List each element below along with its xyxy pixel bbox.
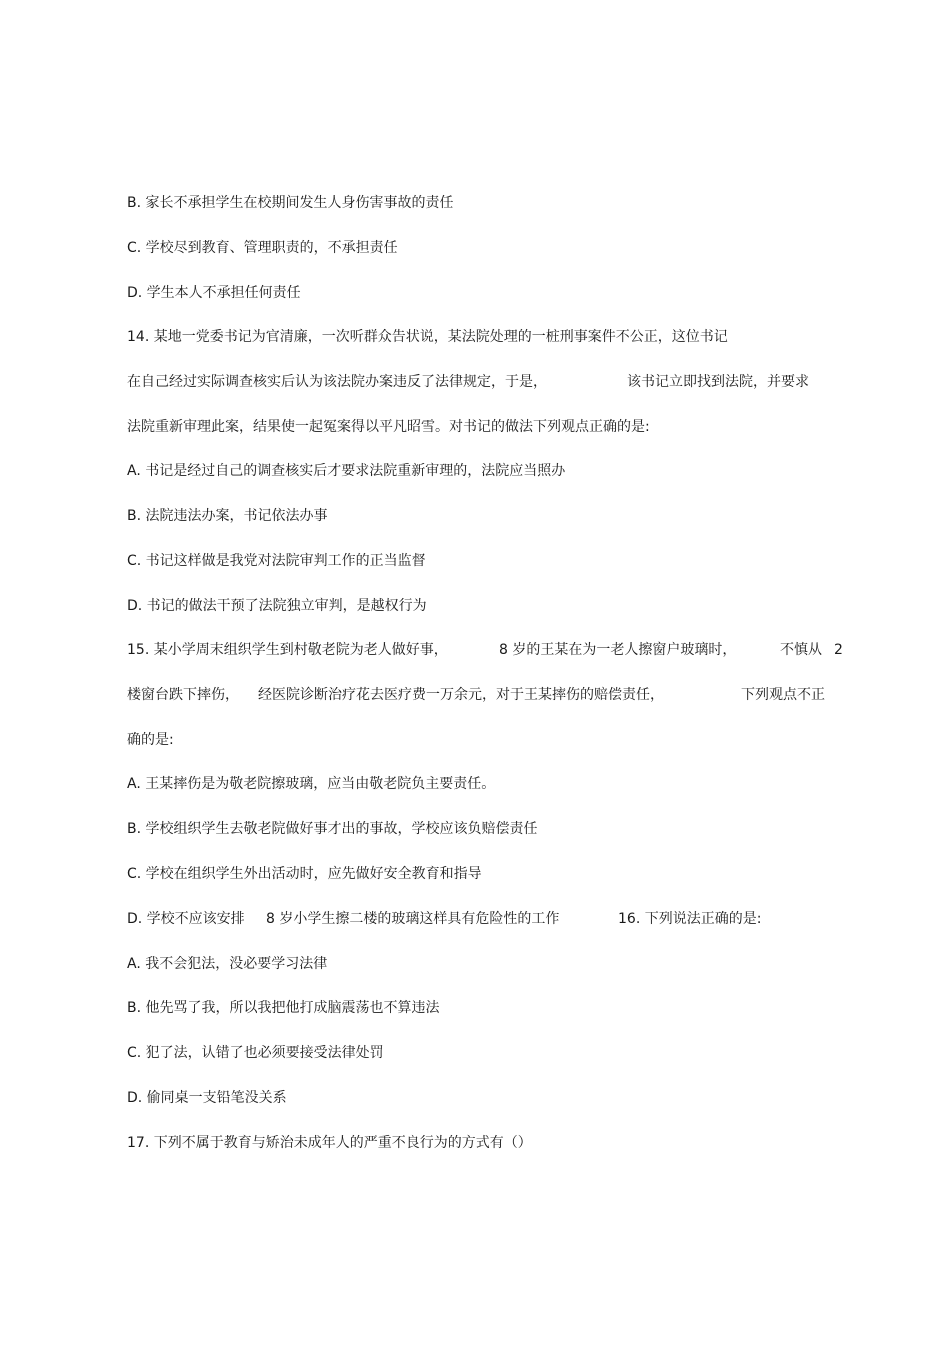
q15-stem-line3: 确的是: bbox=[127, 732, 174, 748]
q14-stem-line2-part2: 该书记立即找到法院，并要求 bbox=[627, 374, 809, 390]
q13-option-b: B. 家长不承担学生在校期间发生人身伤害事故的责任 bbox=[127, 195, 454, 211]
q14-stem-line2-part1: 在自己经过实际调查核实后认为该法院办案违反了法律规定，于是， bbox=[127, 374, 547, 390]
q15-stem-line2-part3: 下列观点不正 bbox=[741, 687, 825, 703]
q14-option-c: C. 书记这样做是我党对法院审判工作的正当监督 bbox=[127, 553, 426, 569]
q14-option-a: A. 书记是经过自己的调查核实后才要求法院重新审理的，法院应当照办 bbox=[127, 463, 566, 479]
q14-option-b: B. 法院违法办案，书记依法办事 bbox=[127, 508, 328, 524]
q15-stem-line1-part2: 8 岁的王某在为一老人擦窗户玻璃时， bbox=[499, 642, 737, 658]
q14-option-d: D. 书记的做法干预了法院独立审判，是越权行为 bbox=[127, 598, 427, 614]
q16-stem: 16. 下列说法正确的是: bbox=[618, 911, 762, 927]
q15-option-c: C. 学校在组织学生外出活动时，应先做好安全教育和指导 bbox=[127, 866, 482, 882]
q17-stem: 17. 下列不属于教育与矫治未成年人的严重不良行为的方式有（） bbox=[127, 1135, 532, 1151]
q13-option-c: C. 学校尽到教育、管理职责的，不承担责任 bbox=[127, 240, 398, 256]
q15-stem-line1-part1: 15. 某小学周末组织学生到村敬老院为老人做好事， bbox=[127, 642, 448, 658]
q15-stem-line2-part2: 经医院诊断治疗花去医疗费一万余元，对于王某摔伤的赔偿责任， bbox=[258, 687, 664, 703]
q16-option-b: B. 他先骂了我，所以我把他打成脑震荡也不算违法 bbox=[127, 1000, 440, 1016]
q16-option-c: C. 犯了法，认错了也必须要接受法律处罚 bbox=[127, 1045, 384, 1061]
q15-option-b: B. 学校组织学生去敬老院做好事才出的事故，学校应该负赔偿责任 bbox=[127, 821, 538, 837]
q15-stem-line1-part4: 2 bbox=[834, 642, 843, 658]
q13-option-d: D. 学生本人不承担任何责任 bbox=[127, 285, 301, 301]
q15-option-a: A. 王某摔伤是为敬老院擦玻璃，应当由敬老院负主要责任。 bbox=[127, 776, 496, 792]
q15-stem-line1-part3: 不慎从 bbox=[780, 642, 822, 658]
q16-option-d: D. 偷同桌一支铅笔没关系 bbox=[127, 1090, 287, 1106]
q14-stem-line3: 法院重新审理此案，结果使一起冤案得以平凡昭雪。对书记的做法下列观点正确的是: bbox=[127, 419, 650, 435]
q15-option-d-part2: 8 岁小学生擦二楼的玻璃这样具有危险性的工作 bbox=[266, 911, 560, 927]
q14-stem-line1: 14. 某地一党委书记为官清廉，一次听群众告状说，某法院处理的一桩刑事案件不公正，这位书记 bbox=[127, 329, 728, 345]
q15-option-d-part1: D. 学校不应该安排 bbox=[127, 911, 245, 927]
q16-option-a: A. 我不会犯法，没必要学习法律 bbox=[127, 956, 328, 972]
q15-stem-line2-part1: 楼窗台跌下摔伤， bbox=[127, 687, 239, 703]
